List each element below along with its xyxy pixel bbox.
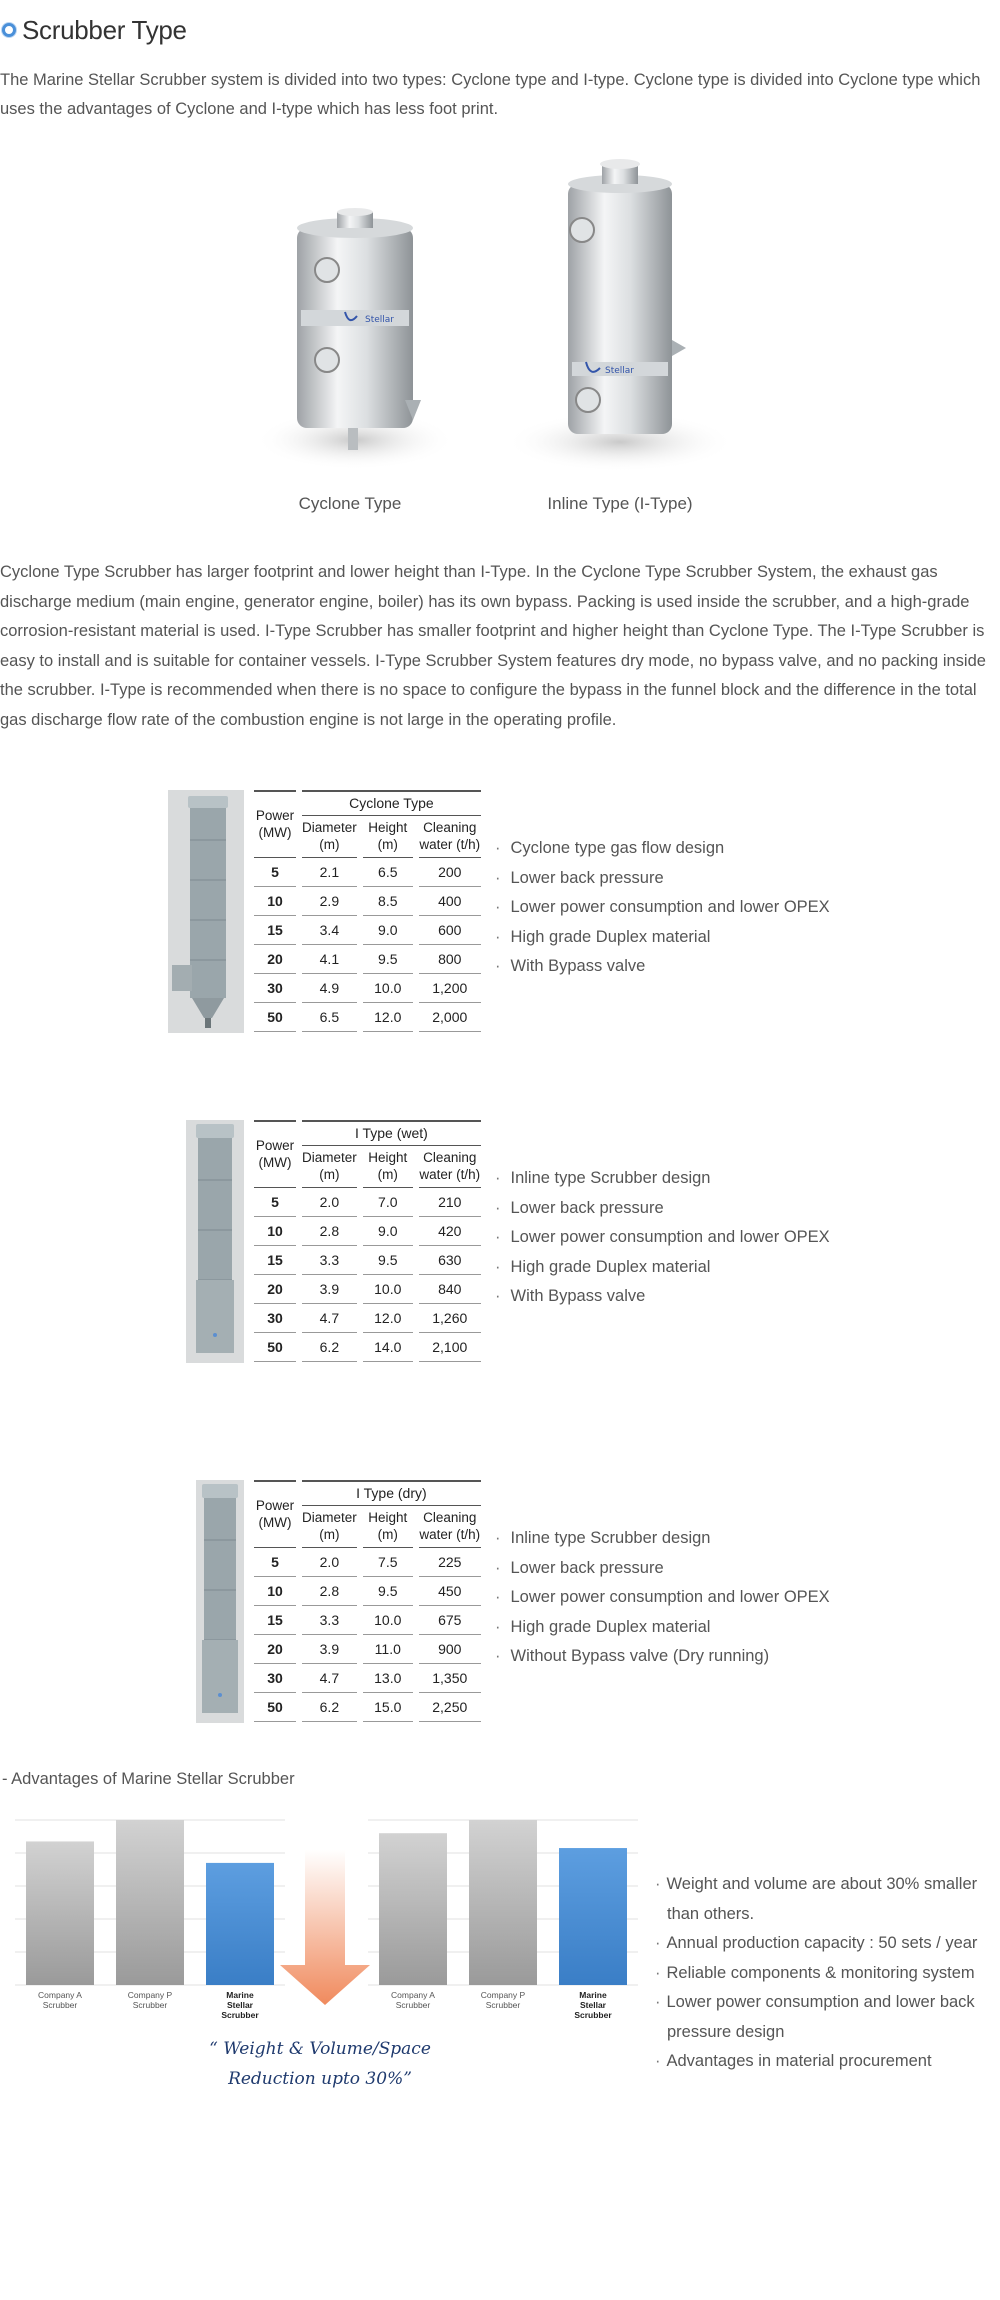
- power-cell: 50: [254, 1692, 296, 1721]
- diameter-cell: 2.1: [302, 857, 357, 886]
- spec-table-itype-dry: [254, 1480, 481, 1722]
- table-row: [254, 973, 481, 1002]
- water-cell: 1,350: [419, 1663, 481, 1692]
- table-row: [254, 1663, 481, 1692]
- water-cell: 800: [419, 944, 481, 973]
- height-cell: 12.0: [363, 1303, 413, 1332]
- spec-header-diameter: Diameter (m): [302, 1145, 357, 1187]
- advantage-item: [655, 1870, 977, 1929]
- page-title: [2, 12, 187, 48]
- spec-header-water: Cleaning water (t/h): [419, 1505, 481, 1547]
- bullet-icon: ·: [655, 1963, 661, 1982]
- spec-title-itype-dry: I Type (dry): [302, 1481, 481, 1505]
- table-row: [254, 1547, 481, 1576]
- table-row: [254, 1187, 481, 1216]
- height-cell: 9.5: [363, 944, 413, 973]
- advantage-item: [655, 1929, 977, 1959]
- diameter-cell: 2.9: [302, 886, 357, 915]
- height-cell: 10.0: [363, 1605, 413, 1634]
- power-cell: 10: [254, 886, 296, 915]
- quote-line-1: “ Weight & Volume/Space: [209, 2039, 431, 2059]
- chart-category-label: Company A Scrubber: [38, 1990, 82, 2010]
- feature-item: · Without Bypass valve (Dry running): [495, 1642, 830, 1672]
- diameter-cell: 4.9: [302, 973, 357, 1002]
- table-row: [254, 1605, 481, 1634]
- chart-bar: [206, 1863, 274, 1985]
- cyclone-caption: Cyclone Type: [298, 494, 402, 513]
- spec-header-height: Height (m): [363, 1145, 413, 1187]
- spec-block-itype-dry: [0, 1480, 1000, 1730]
- diameter-cell: 3.4: [302, 915, 357, 944]
- advantage-item: [655, 2047, 977, 2077]
- features-itype-wet: [495, 1164, 830, 1312]
- water-cell: 210: [419, 1187, 481, 1216]
- bullet-icon: ·: [655, 2052, 661, 2070]
- chart-category-label: Marine Stellar Scrubber: [221, 1990, 259, 2020]
- spec-header-water: Cleaning water (t/h): [419, 815, 481, 857]
- cyclone-scrubber-image: [245, 200, 465, 470]
- power-cell: 5: [254, 1547, 296, 1576]
- chart-bar: [469, 1820, 537, 1985]
- power-cell: 20: [254, 1634, 296, 1663]
- chart-left-group: [15, 1820, 285, 2020]
- height-cell: 15.0: [363, 1692, 413, 1721]
- diameter-cell: 6.2: [302, 1692, 357, 1721]
- features-itype-dry: [495, 1524, 830, 1672]
- water-cell: 1,260: [419, 1303, 481, 1332]
- diameter-cell: 2.0: [302, 1547, 357, 1576]
- power-cell: 5: [254, 1187, 296, 1216]
- chart-bar: [379, 1833, 447, 1985]
- advantage-text: Reliable components & monitoring system: [666, 1963, 975, 1982]
- water-cell: 200: [419, 857, 481, 886]
- power-cell: 10: [254, 1576, 296, 1605]
- water-cell: 450: [419, 1576, 481, 1605]
- table-row: [254, 1634, 481, 1663]
- water-cell: 600: [419, 915, 481, 944]
- feature-item: · With Bypass valve: [495, 952, 830, 982]
- advantage-item: [655, 1988, 977, 2047]
- power-cell: 10: [254, 1216, 296, 1245]
- power-cell: 15: [254, 1605, 296, 1634]
- itype-dry-model-image: [196, 1480, 244, 1723]
- table-row: [254, 1245, 481, 1274]
- height-cell: 14.0: [363, 1332, 413, 1361]
- height-cell: 8.5: [363, 886, 413, 915]
- height-cell: 10.0: [363, 973, 413, 1002]
- power-cell: 15: [254, 1245, 296, 1274]
- intro-text: The Marine Stellar Scrubber system is divided into two types: Cyclone type and I-type. Cyclone type is divided into Cyclone type which uses the advantages of Cyclone and I-type which has less foot print.: [0, 71, 981, 118]
- water-cell: 840: [419, 1274, 481, 1303]
- advantage-text-cont: pressure design: [667, 2022, 785, 2041]
- bullet-icon: ·: [655, 1993, 661, 2011]
- spec-header-height: Height (m): [363, 1505, 413, 1547]
- feature-item: · High grade Duplex material: [495, 1613, 830, 1643]
- power-cell: 15: [254, 915, 296, 944]
- diameter-cell: 3.9: [302, 1634, 357, 1663]
- water-cell: 400: [419, 886, 481, 915]
- page-title-text: Scrubber Type: [22, 14, 187, 45]
- height-cell: 12.0: [363, 1002, 413, 1031]
- diameter-cell: 4.1: [302, 944, 357, 973]
- height-cell: 7.5: [363, 1547, 413, 1576]
- itype-wet-model-image: [186, 1120, 244, 1363]
- chart-bar: [26, 1841, 94, 1985]
- inline-logo-text: Stellar: [605, 366, 634, 376]
- spec-table-cyclone: [254, 790, 481, 1032]
- diameter-cell: 4.7: [302, 1303, 357, 1332]
- diameter-cell: 4.7: [302, 1663, 357, 1692]
- spec-title-itype-wet: I Type (wet): [302, 1121, 481, 1145]
- chart-category-label: Company A Scrubber: [391, 1990, 435, 2010]
- water-cell: 675: [419, 1605, 481, 1634]
- table-row: [254, 1216, 481, 1245]
- feature-item: · Lower power consumption and lower OPEX: [495, 893, 830, 923]
- water-cell: 630: [419, 1245, 481, 1274]
- table-row: [254, 1303, 481, 1332]
- chart-bar: [559, 1848, 627, 1985]
- chart-category-label: Marine Stellar Scrubber: [574, 1990, 612, 2020]
- advantage-text: Annual production capacity : 50 sets / year: [666, 1934, 978, 1952]
- height-cell: 6.5: [363, 857, 413, 886]
- feature-item: · Lower power consumption and lower OPEX: [495, 1583, 830, 1613]
- feature-item: · Inline type Scrubber design: [495, 1524, 830, 1554]
- table-row: [254, 886, 481, 915]
- diameter-cell: 2.0: [302, 1187, 357, 1216]
- water-cell: 420: [419, 1216, 481, 1245]
- table-row: [254, 1576, 481, 1605]
- spec-title-cyclone: Cyclone Type: [302, 791, 481, 815]
- feature-item: · Lower back pressure: [495, 864, 830, 894]
- cyclone-model-image: [168, 790, 244, 1033]
- diameter-cell: 2.8: [302, 1216, 357, 1245]
- feature-item: · High grade Duplex material: [495, 1253, 830, 1283]
- spec-header-power: Power (MW): [254, 791, 296, 857]
- spec-header-power: Power (MW): [254, 1481, 296, 1547]
- height-cell: 9.5: [363, 1576, 413, 1605]
- spec-header-diameter: Diameter (m): [302, 1505, 357, 1547]
- table-row: [254, 1274, 481, 1303]
- water-cell: 900: [419, 1634, 481, 1663]
- diameter-cell: 6.2: [302, 1332, 357, 1361]
- diameter-cell: 2.8: [302, 1576, 357, 1605]
- advantage-text: Lower power consumption and lower back: [666, 1993, 975, 2011]
- water-cell: 2,000: [419, 1002, 481, 1031]
- height-cell: 9.0: [363, 1216, 413, 1245]
- table-row: [254, 1692, 481, 1721]
- cyclone-logo-text: Stellar: [365, 315, 394, 325]
- advantage-item: [655, 1959, 977, 1989]
- height-cell: 9.0: [363, 915, 413, 944]
- chart-category-label: Company P Scrubber: [127, 1990, 173, 2010]
- table-row: [254, 1332, 481, 1361]
- chart-bar: [116, 1820, 184, 1985]
- power-cell: 50: [254, 1002, 296, 1031]
- features-cyclone: [495, 834, 830, 982]
- power-cell: 20: [254, 944, 296, 973]
- chart-right-group: [368, 1820, 638, 2020]
- diameter-cell: 3.3: [302, 1605, 357, 1634]
- spec-table-itype-wet: [254, 1120, 481, 1362]
- spec-block-cyclone: [0, 790, 1000, 1040]
- feature-item: · With Bypass valve: [495, 1282, 830, 1312]
- advantages-list: [655, 1870, 977, 2077]
- table-row: [254, 1002, 481, 1031]
- spec-header-diameter: Diameter (m): [302, 815, 357, 857]
- advantages-title: - Advantages of Marine Stellar Scrubber: [2, 1770, 295, 1788]
- spec-header-power: Power (MW): [254, 1121, 296, 1187]
- table-row: [254, 915, 481, 944]
- diameter-cell: 3.3: [302, 1245, 357, 1274]
- bullet-icon: ·: [655, 1934, 661, 1952]
- description-text: Cyclone Type Scrubber has larger footprint and lower height than I-Type. In the Cyclone Type Scrubber System, the exhaust gas discharge medium (main engine, generator engine, boiler) has its own bypass. Packing is used inside the scrubber, and a high-grade corrosion-resistant material is used. I-Type Scrubber has smaller footprint and higher height than Cyclone Type. The I-Type Scrubber is easy to install and is suitable for container vessels. I-Type Scrubber System features dry mode, no bypass valve, and no packing inside the scrubber. I-Type is recommended when there is no space to configure the bypass in the funnel block and the difference in the total gas discharge flow rate of the combustion engine is not large in the operating profile.: [0, 563, 986, 729]
- inline-caption: Inline Type (I-Type): [547, 494, 693, 513]
- feature-item: · Inline type Scrubber design: [495, 1164, 830, 1194]
- spec-block-itype-wet: [0, 1120, 1000, 1370]
- height-cell: 7.0: [363, 1187, 413, 1216]
- power-cell: 50: [254, 1332, 296, 1361]
- spec-header-height: Height (m): [363, 815, 413, 857]
- advantage-text: Advantages in material procurement: [666, 2052, 932, 2070]
- water-cell: 2,250: [419, 1692, 481, 1721]
- feature-item: · Cyclone type gas flow design: [495, 834, 830, 864]
- height-cell: 9.5: [363, 1245, 413, 1274]
- table-row: [254, 857, 481, 886]
- height-cell: 10.0: [363, 1274, 413, 1303]
- title-bullet-icon: [2, 23, 16, 37]
- height-cell: 11.0: [363, 1634, 413, 1663]
- power-cell: 30: [254, 973, 296, 1002]
- power-cell: 5: [254, 857, 296, 886]
- table-row: [254, 944, 481, 973]
- bullet-icon: ·: [655, 1875, 661, 1893]
- spec-header-water: Cleaning water (t/h): [419, 1145, 481, 1187]
- reduction-quote: [200, 2034, 440, 2094]
- reduction-arrow-icon: [280, 1850, 370, 2005]
- quote-line-2: Reduction upto 30%”: [228, 2069, 412, 2089]
- advantage-text: Weight and volume are about 30% smaller: [666, 1875, 978, 1893]
- feature-item: · Lower back pressure: [495, 1554, 830, 1584]
- diameter-cell: 6.5: [302, 1002, 357, 1031]
- water-cell: 2,100: [419, 1332, 481, 1361]
- power-cell: 30: [254, 1663, 296, 1692]
- feature-item: · Lower power consumption and lower OPEX: [495, 1223, 830, 1253]
- feature-item: · Lower back pressure: [495, 1194, 830, 1224]
- height-cell: 13.0: [363, 1663, 413, 1692]
- chart-category-label: Company P Scrubber: [480, 1990, 526, 2010]
- water-cell: 225: [419, 1547, 481, 1576]
- diameter-cell: 3.9: [302, 1274, 357, 1303]
- feature-item: · High grade Duplex material: [495, 923, 830, 953]
- water-cell: 1,200: [419, 973, 481, 1002]
- advantage-text-cont: than others.: [667, 1904, 755, 1923]
- advantages-chart-svg: [0, 1800, 650, 2030]
- power-cell: 30: [254, 1303, 296, 1332]
- inline-scrubber-image: [490, 150, 750, 470]
- power-cell: 20: [254, 1274, 296, 1303]
